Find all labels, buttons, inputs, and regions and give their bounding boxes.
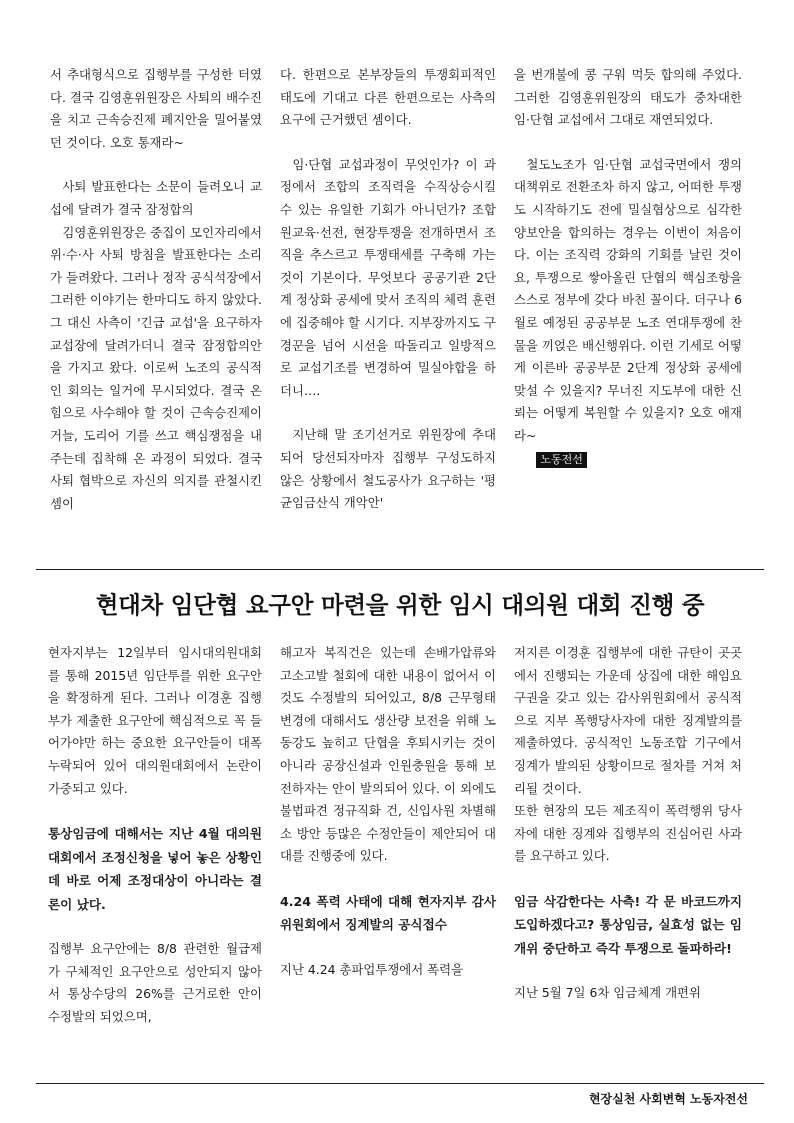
paragraph: 임·단협 교섭과정이 무엇인가? 이 과정에서 조합의 조직력을 수직상승시킬 수 있는 유일한 기회가 아니던가? 조합원교육·선전, 현장투쟁을 전개하면서 조직을 추스르고 투쟁태세를 구축해 가는 것이 기본이다. 무엇보다 공공기관 2단계 정상화 공세에 맞서 조직의 체력 훈련에 집중해야 할 시기다. 지부장까지도 구경꾼을 넘어 시선을 따돌리고 일방적으로 교섭기조를 변경하여 밀실야합을 하더니…. [280,156,496,398]
subheading: 4.24 폭력 사태에 대해 현자지부 감사위원회에서 징계발의 공식접수 [280,893,496,933]
paragraph: 집행부 요구안에는 8/8 관련한 월급제가 구체적인 요구안으로 성안되지 않아서 통상수당의 26%를 근거로한 안이 수정발의 되었으며, [48,941,262,1024]
paragraph: 또한 현장의 모든 제조직이 폭력행위 당사자에 대한 징계와 집행부의 진심어린 사과를 요구하고 있다. [514,803,742,864]
paragraph: 지난 4.24 총파업투쟁에서 폭력을 [280,961,464,977]
paragraph: 서 추대형식으로 집행부를 구성한 터였다. 결국 김영훈위원장은 사퇴의 배수진을 치고 근속승진제 폐지안을 밀어붙였던 것이다. 오호 통재라~ [50,67,262,150]
paragraph: 지난 5월 7일 6차 임금체계 개편위 [514,985,701,1001]
footer-publisher: 현장실천 사회변혁 노동자전선 [588,1092,748,1106]
paragraph: 저지른 이경훈 집행부에 대한 규탄이 곳곳에서 진행되는 가운데 상집에 대한 해임요구권을 갖고 있는 감사위원회에서 공식적으로 지부 폭행당사자에 대한 징계발의를 제출하였다. 공식적인 노동조합 기구에서 징계가 발의된 상황이므로 절차를 거쳐 처리될 것이다. [514,645,742,796]
paragraph: 을 번개불에 콩 구워 먹듯 합의해 주었다. 그러한 김영훈위원장의 태도가 중차대한 임·단협 교섭에서 그대로 재연되었다. [514,67,742,128]
bottom-column-2 [280,642,496,982]
section-divider [36,569,764,570]
paragraph: 다. 한편으로 본부장들의 투쟁회피적인 태도에 기대고 다른 한편으로는 사측의 요구에 근거했던 셈이다. [280,67,496,128]
source-badge: 노동전선 [536,452,587,468]
top-column-3 [514,64,742,470]
source-line [514,448,742,471]
paragraph: 김영훈위원장은 중집이 모인자리에서 위·수·사 사퇴 방침을 발표한다는 소리가 들려왔다. 그러나 정작 공식석장에서 그러한 이야기는 한마디도 하지 않았다. 그 대신 사측이 '긴급 교섭'을 요구하자 교섭장에 달려가더니 결국 잠정합의안을 가지고 왔다. 이로써 노조의 공식적인 회의는 일거에 무시되었다. 결국 온힘으로 사수해야 할 것이 근속승진제이거늘, 도리어 기를 쓰고 핵심쟁점을 내주는데 집착해 온 과정이 되었다. 결국 사퇴 협박으로 자신의 의지를 관철시킨 셈이 [50,224,262,511]
subheading: 통상임금에 대해서는 지난 4월 대의원대회에서 조정신청을 넣어 놓은 상황인데 바로 어제 조정대상이 아니라는 결론이 났다. [48,826,262,912]
paragraph: 해고자 복직건은 있는데 손배가압류와 고소고발 철회에 대한 내용이 없어서 이것도 수정발의 되어있고, 8/8 근무형태 변경에 대해서도 생산량 보전을 위해 노동강도 높히고 단협을 후퇴시키는 것이 아니라 공장신설과 인원충원을 통해 보전하자는 안이 발의되어 있다. 이 외에도 불법파견 정규직화 건, 신입사원 차별해소 방안 등많은 수정안들이 제안되어 대대를 진행중에 있다. [280,645,496,864]
subheading: 임금 삭감한다는 사측! 각 문 바코드까지 도입하겠다고? 통상임금, 실효성 없는 임개위 중단하고 즉각 투쟁으로 돌파하라! [514,893,742,956]
top-column-1 [50,64,262,515]
paragraph: 현자지부는 12일부터 임시대의원대회를 통해 2015년 임단투를 위한 요구안을 확정하게 된다. 그러나 이경훈 집행부가 제출한 요구안에 핵심적으로 꼭 들어가야만 하는 중요한 요구안들이 대폭 누락되어 있어 대의원대회에서 논란이 가중되고 있다. [48,645,262,796]
subheading: 사퇴 발표한다는 소문이 들려오니 교섭에 달려가 결국 잠정합의 [50,179,262,217]
paragraph: 철도노조가 임·단협 교섭국면에서 쟁의대책위로 전환조차 하지 않고, 어떠한 투쟁도 시작하기도 전에 밀실협상으로 심각한 양보안을 합의하는 경우는 이번이 처음이다. 이는 조직력 강화의 기회를 날린 것이요, 투쟁으로 쌓아올린 단협의 핵심조항을 스스로 정부에 갖다 바친 꼴이다. 더구나 6월로 예정된 공공부문 노조 연대투쟁에 찬물을 끼얹은 배신행위다. 이런 기세로 어떻게 이른바 공공부문 2단계 정상화 공세에 맞설 수 있을지? 무너진 지도부에 대한 신뢰는 어떻게 복원할 수 있을지? 오호 애재라~ [514,156,742,443]
bottom-column-3 [514,642,742,1005]
footer-divider [36,1083,764,1084]
bottom-column-1 [48,642,262,1029]
top-column-2 [280,64,496,515]
paragraph: 지난해 말 조기선거로 위원장에 추대되어 당선되자마자 집행부 구성도하지 않은 상황에서 철도공사가 요구하는 '평균임금산식 개악안' [280,427,496,511]
article-headline: 현대차 임단협 요구안 마련을 위한 임시 대의원 대회 진행 중 [95,591,705,619]
